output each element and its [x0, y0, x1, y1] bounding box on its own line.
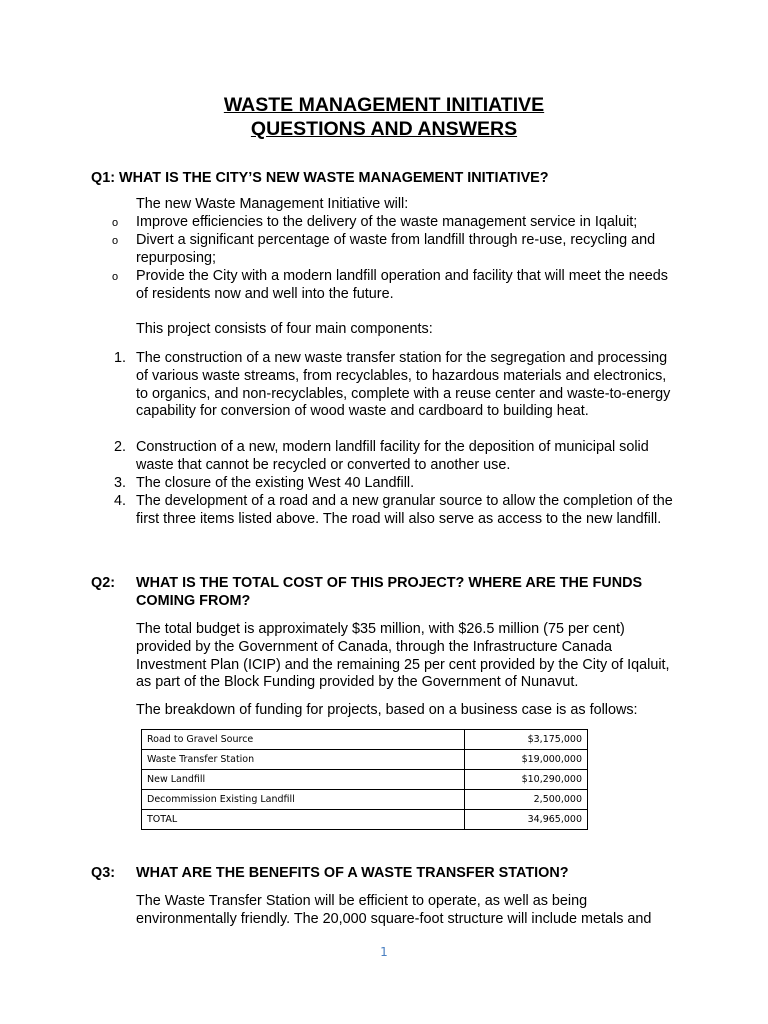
q2-number: Q2: — [91, 575, 115, 591]
component-number: 1. — [113, 350, 126, 366]
table-row — [142, 750, 588, 770]
component-item-4: The development of a road and a new granular source to allow the completion of the first three items listed above. The road will also serve as access to the new landfill. — [136, 493, 673, 527]
q3-paragraph-1: The Waste Transfer Station will be efficient to operate, as well as being environmentally friendly. The 20,000 square-foot structure will include metals and — [136, 893, 652, 927]
table-cell-item: New Landfill — [142, 770, 465, 790]
table-row — [142, 770, 588, 790]
q1-intro: The new Waste Management Initiative will: — [136, 196, 409, 212]
q1-bullet-2: Divert a significant percentage of waste from landfill through re-use, recycling and repurposing; — [136, 232, 656, 266]
table-row — [142, 810, 588, 830]
table-row — [142, 730, 588, 750]
document-title-line-2: QUESTIONS AND ANSWERS — [250, 118, 518, 140]
component-number: 2. — [113, 439, 126, 455]
table-cell-amount: $19,000,000 — [465, 750, 588, 770]
q2-paragraph-2: The breakdown of funding for projects, based on a business case is as follows: — [136, 702, 638, 718]
q1-bullet-3: Provide the City with a modern landfill operation and facility that will meet the needs of residents now and well into the future. — [136, 268, 668, 302]
bullet-marker: o — [112, 271, 119, 283]
component-item-2: Construction of a new, modern landfill facility for the deposition of municipal solid waste that cannot be recycled or converted to another use. — [136, 439, 649, 473]
q2-paragraph-1: The total budget is approximately $35 million, with $26.5 million (75 per cent) provided by the Government of Canada, through the Infrastructure Canada Investment Plan (ICIP) and the remaining 25 per cent provided by the City of Iqaluit, as part of the Block Funding provided by the Government of Nunavut. — [136, 621, 670, 691]
funding-table — [141, 729, 588, 830]
table-cell-item: TOTAL — [142, 810, 465, 830]
table-cell-amount: 34,965,000 — [465, 810, 588, 830]
q3-heading: WHAT ARE THE BENEFITS OF A WASTE TRANSFER STATION? — [136, 865, 569, 881]
component-item-1: The construction of a new waste transfer station for the segregation and processing of various waste streams, from recyclables, to hazardous materials and electronics, to organics, and non-recyclables, complete with a reuse center and waste-to-energy capability for conversion of wood waste and cardboard to building heat. — [136, 350, 671, 420]
q3-number: Q3: — [91, 865, 115, 881]
bullet-marker: o — [112, 235, 119, 247]
q2-heading: WHAT IS THE TOTAL COST OF THIS PROJECT? WHERE ARE THE FUNDS COMING FROM? — [136, 575, 643, 609]
q1-heading: Q1: WHAT IS THE CITY’S NEW WASTE MANAGEMENT INITIATIVE? — [91, 170, 549, 186]
bullet-marker: o — [112, 217, 119, 229]
table-cell-item: Road to Gravel Source — [142, 730, 465, 750]
table-cell-amount: 2,500,000 — [465, 790, 588, 810]
component-number: 4. — [113, 493, 126, 509]
q1-components-intro: This project consists of four main components: — [136, 321, 433, 337]
q1-bullet-1: Improve efficiencies to the delivery of the waste management service in Iqaluit; — [136, 214, 638, 230]
table-cell-amount: $10,290,000 — [465, 770, 588, 790]
table-cell-item: Waste Transfer Station — [142, 750, 465, 770]
component-item-3: The closure of the existing West 40 Landfill. — [136, 475, 415, 491]
table-row — [142, 790, 588, 810]
document-title-line-1: WASTE MANAGEMENT INITIATIVE — [223, 94, 545, 116]
table-cell-item: Decommission Existing Landfill — [142, 790, 465, 810]
component-number: 3. — [113, 475, 126, 491]
table-cell-amount: $3,175,000 — [465, 730, 588, 750]
page-number: 1 — [380, 945, 388, 959]
